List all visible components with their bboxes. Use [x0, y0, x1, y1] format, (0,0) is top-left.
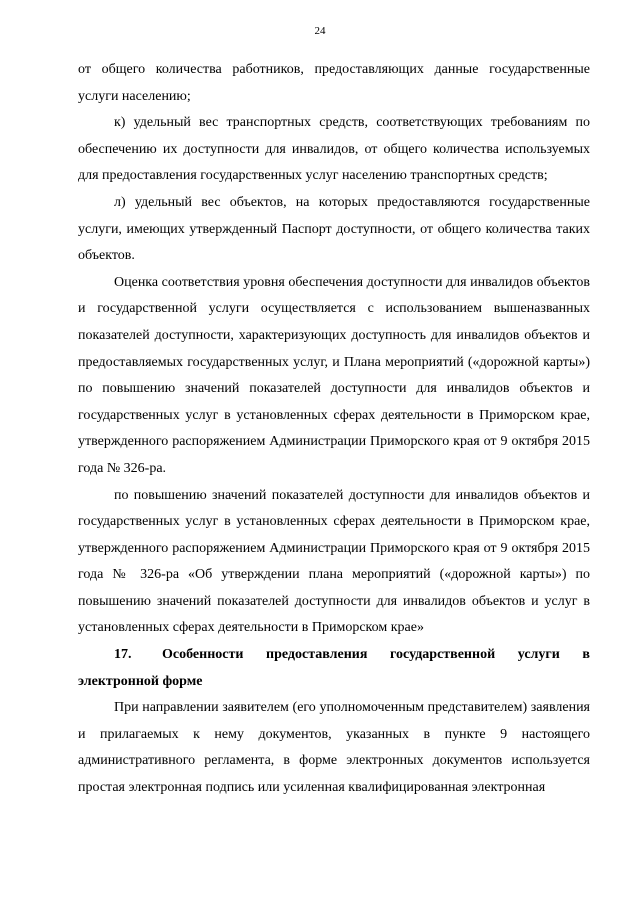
paragraph-electronic-submission: При направлении заявителем (его уполномоченным представителем) заявления и прилагаемых к нему документов, указанных в пункте 9 настоящего административного регламента, в форме электронных документов используется простая электронная подпись или усиленная квалифицированная электронная: [78, 700, 590, 796]
section-title: Особенности предоставления государственной услуги в электронной форме: [78, 647, 590, 689]
section-heading: [78, 642, 590, 695]
page-number: 24: [314, 25, 326, 37]
document-body: [78, 57, 590, 802]
paragraph-roadmap: по повышению значений показателей доступности для инвалидов объектов и государственных услуг в установленных сферах деятельности в Приморском крае, утвержденного распоряжением Администрации Приморского края от 9 октября 2015 года № 326-ра «Об утверждении плана мероприятий («дорожной карты») по повышению значений показателей доступности для инвалидов объектов и услуг в установленных сферах деятельности в Приморском крае»: [78, 487, 590, 636]
section-number: 17.: [114, 647, 132, 663]
paragraph-item-l: л) удельный вес объектов, на которых предоставляются государственные услуги, имеющих утвержденный Паспорт доступности, от общего количества таких объектов.: [78, 194, 590, 264]
paragraph-assessment: Оценка соответствия уровня обеспечения доступности для инвалидов объектов и государственной услуги осуществляется с использованием вышеназванных показателей доступности, характеризующих доступность для инвалидов объектов и предоставляемых государственных услуг, и Плана мероприятий («дорожной карты») по повышению значений показателей доступности для инвалидов объектов и государственных услуг в установленных сферах деятельности в Приморском крае, утвержденного распоряжением Администрации Приморского края от 9 октября 2015 года № 326-ра.: [78, 274, 590, 476]
paragraph-item-k: к) удельный вес транспортных средств, соответствующих требованиям по обеспечению их доступности для инвалидов, от общего количества используемых для предоставления государственных услуг населению транспортных средств;: [78, 115, 590, 184]
paragraph-continuation: от общего количества работников, предоставляющих данные государственные услуги населению;: [78, 62, 590, 104]
